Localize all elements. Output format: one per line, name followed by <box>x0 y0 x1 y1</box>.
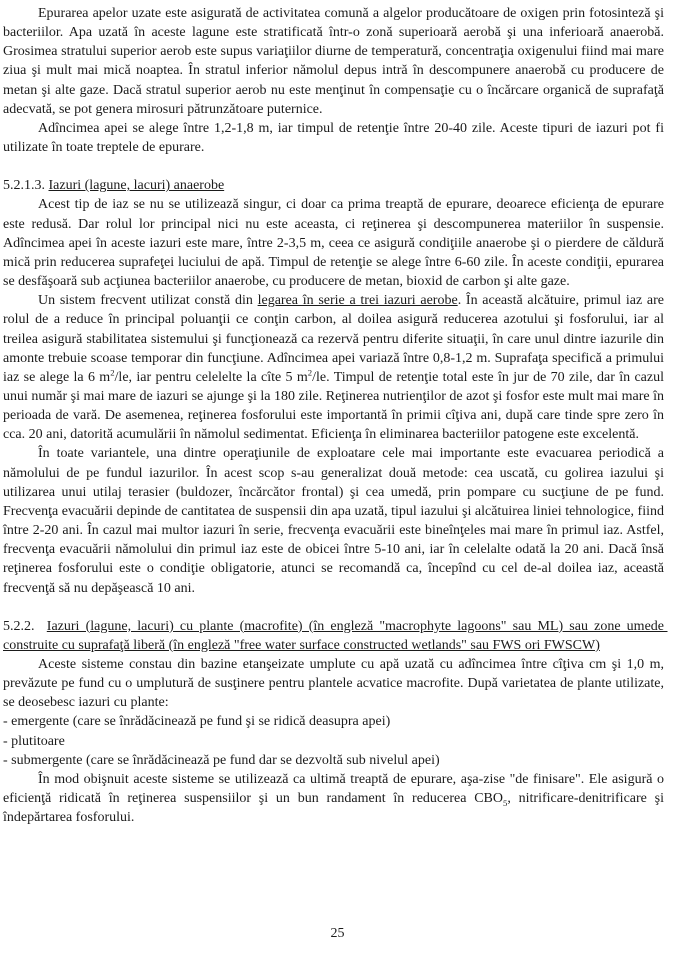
paragraph-finishing-stage <box>3 770 668 827</box>
text-segment: 5.2.1.3. <box>3 178 49 194</box>
text-segment-underline: Iazuri (lagune, lacuri) cu plante (macrofite) (în engleză "macrophyte lagoons" sau ML) sau zone umede construite cu suprafaţă liberă (în engleză "free water surface constructed wetlands" sau FWS ori FWSCW) <box>3 618 668 653</box>
text-segment: Acest tip de iaz se nu se utilizează singur, ci doar ca prima treaptă de epurare, deoarece eficienţa de epurare este redusă. Dar rolul lor principal nici nu este aceasta, ci reţinerea şi descompunerea materiilor în suspensie. Adîncimea apei în aceste iazuri este mare, între 2-3,5 m, ceea ce asigură condiţiile anaerobe şi o pierdere de căldură mică prin reducerea suprafeţei luciului de apă. Timpul de retenţie se alege între 6-60 zile. În aceste condiţii, epurarea se desfăşoară sub acţiunea bacteriilor anaerobe, cu producere de metan, bioxid de carbon şi alte gaze. <box>3 197 668 290</box>
paragraph-anaerobic-lagoon-description <box>3 195 668 291</box>
paragraph-aerobic-lagoon-stratification <box>3 4 668 119</box>
text-segment: /le. Timpul de retenţie total este în jur de 70 zile, dar în cazul unui număr şi mai mare de iazuri se ajunge şi la 180 zile. Reţinerea nutrienţilor de azot şi fosfor este mult mai mare în perioada de vară. De asemenea, reţinerea fosforului este importantă în primii cîţiva ani, după care tinde spre zero în cca. 20 ani, datorită acumulării în nămolul sedimentat. Eficienţa în eliminarea bacteriilor patogene este excelentă. <box>3 369 668 443</box>
list-item-floating-plants <box>3 732 664 751</box>
text-segment: Aceste sisteme constau din bazine etanşeizate umplute cu apă uzată cu adîncimea între cîţiva cm şi 1,0 m, prevăzute pe fund cu o umplutură de susţinere pentru plantele acvatice macrofite. După varietatea de plante utilizate, se deosebesc iazuri cu plante: <box>3 657 668 711</box>
paragraph-depth-retention <box>3 119 668 157</box>
text-segment-sup: 2 <box>110 367 115 378</box>
text-segment: - emergente (care se înrădăcinează pe fund şi se ridică deasupra apei) <box>3 714 391 730</box>
section-heading-5-2-2 <box>3 617 668 655</box>
text-segment: /le, iar pentru celelelte la cîte 5 m <box>114 369 308 385</box>
paragraph-sludge-evacuation <box>3 444 668 597</box>
list-item-emergent-plants <box>3 712 664 731</box>
text-segment: 5.2.2. <box>3 618 47 634</box>
text-segment: În mod obişnuit aceste sisteme se utilizează ca ultimă treaptă de epurare, aşa-zise "de finisare". Ele asigură o eficienţă ridicată în reţinerea suspensiilor şi un bun randament în reducerea CBO <box>3 771 668 807</box>
text-segment: . În această alcătuire, primul iaz are rolul de a reduce în principal poluanţii ce conţin carbon, al doilea asigură reducerea azotului şi fosforului, iar al treilea asigură stabilitatea sistemului şi funcţionează ca rezervă pentru diferite situaţii, în care unul dintre iazurile din amonte trebuie scoase temporar din funcţiune. Adîncimea apei variază între 0,8-1,2 m. Suprafaţa specifică a primului iaz se alege la 6 m <box>3 293 668 385</box>
text-segment: Epurarea apelor uzate este asigurată de activitatea comună a algelor producătoare de oxigen prin fotosinteză şi bacteriilor. Apa uzată în aceste lagune este stratificată într-o zonă superioară aerobă şi una inferioară anaerobă. Grosimea stratului superior aerob este supus variaţiilor diurne de temperatură, concentraţia oxigenului fiind mai mare ziua şi mult mai mică noaptea. În stratul inferior nămolul depus intră în descompunere anaerobă cu producere de metan şi alte gaze. Dacă stratul superior aerob nu este menţinut în compensaţie cu o încărcare organică de suprafaţă adecvată, se pot genera mirosuri pătrunzătoare puternice. <box>3 6 668 117</box>
text-segment: - submergente (care se înrădăcinează pe fund dar se dezvoltă sub nivelul apei) <box>3 752 440 768</box>
text-segment: Adîncimea apei se alege între 1,2-1,8 m, iar timpul de retenţie între 20-40 zile. Aceste tipuri de iazuri pot fi utilizate în toate treptele de epurare. <box>3 120 668 156</box>
text-segment: - plutitoare <box>3 733 65 749</box>
text-segment-underline: legarea în serie a trei iazuri aerobe <box>257 293 458 309</box>
text-segment: Un sistem frecvent utilizat constă din <box>38 293 258 309</box>
paragraph-three-lagoon-series <box>3 291 668 444</box>
paragraph-macrophyte-system-description <box>3 655 668 712</box>
text-segment-sub: 5 <box>503 797 508 808</box>
text-segment: În toate variantele, una dintre operaţiunile de exploatare cele mai importante este evacuarea periodică a nămolului de pe fundul iazurilor. În acest scop s-au generalizat două metode: cea uscată, cu golirea iazului şi utilizarea unui utilaj terasier (buldozer, încărcător frontal) şi cea umedă, prin pompare cu sucţiune de pe fund. Frecvenţa evacuării depinde de cantitatea de suspensii din apa uzată, tipul iazului şi alcătuirea liniei tehnologice, fiind între 2-20 ani. În cazul mai multor iazuri în serie, frecvenţa evacuării este bineînţeles mai mare în primul iaz. Astfel, frecvenţa evacuării nămolului din primul iaz este de obicei între 5-10 ani, iar în celelalte odată la 20 ani. Dacă însă reţinerea fosforului este o condiţie obligatorie, atunci se recomandă ca, începînd cu cel de-al doilea iaz, această frecvenţă să nu depăşească 10 ani. <box>3 446 668 596</box>
text-segment-underline: Iazuri (lagune, lacuri) anaerobe <box>48 178 225 194</box>
text-segment: , nitrificare-denitrificare şi îndepărtarea fosforului. <box>3 791 668 826</box>
list-item-submergent-plants <box>3 751 664 770</box>
text-segment-sup: 2 <box>307 367 313 378</box>
page-number: 25 <box>330 926 345 941</box>
section-heading-5-2-1-3 <box>3 176 664 195</box>
